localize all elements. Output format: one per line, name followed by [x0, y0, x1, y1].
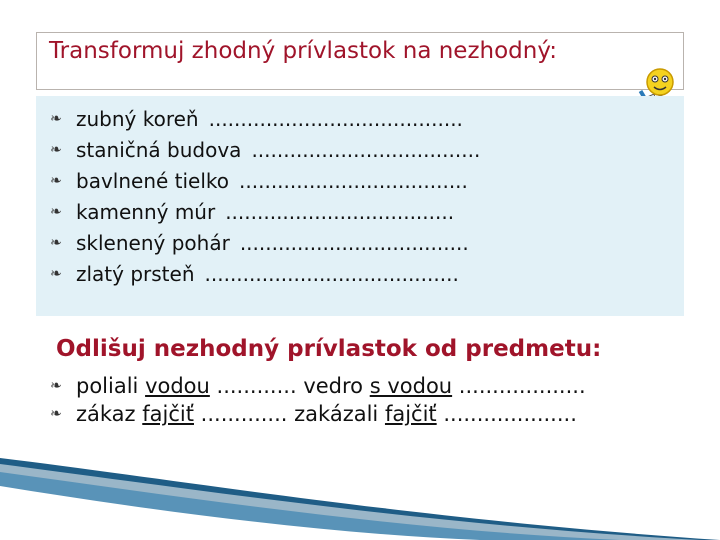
leaf-bullet-icon: ❧: [50, 266, 62, 282]
page-title: Transformuj zhodný prívlastok na nezhodný:: [49, 38, 558, 64]
adjective-phrase: sklenený pohár: [76, 231, 230, 255]
answer-blank: ............: [216, 374, 297, 398]
adjective-phrase: kamenný múr: [76, 200, 216, 224]
transform-exercise-list: [50, 104, 480, 290]
answer-blank: ....................................: [239, 169, 468, 193]
underlined-word: vodou: [145, 374, 210, 398]
list-item: [50, 400, 586, 428]
underlined-word: s vodou: [369, 374, 453, 398]
phrase-text: poliali: [76, 374, 139, 398]
leaf-bullet-icon: ❧: [50, 406, 62, 422]
leaf-bullet-icon: ❧: [50, 235, 62, 251]
section-subtitle: Odlišuj nezhodný prívlastok od predmetu:: [56, 336, 602, 362]
leaf-bullet-icon: ❧: [50, 378, 62, 394]
distinguish-exercise-list: [50, 372, 586, 428]
adjective-phrase: zlatý prsteň: [76, 262, 195, 286]
underlined-word: fajčiť: [142, 402, 194, 426]
phrase-text: zakázali: [294, 402, 379, 426]
leaf-bullet-icon: ❧: [50, 204, 62, 220]
list-item: [50, 104, 480, 135]
title-box: [36, 32, 684, 90]
answer-blank: ....................................: [251, 138, 481, 162]
list-item: [50, 135, 480, 166]
decorative-swoosh: [0, 440, 720, 540]
leaf-bullet-icon: ❧: [50, 111, 62, 127]
adjective-phrase: zubný koreň: [76, 107, 199, 131]
answer-blank: ....................: [443, 402, 577, 426]
answer-blank: .............: [200, 402, 288, 426]
adjective-phrase: staničná budova: [76, 138, 242, 162]
phrase-text: vedro: [303, 374, 364, 398]
list-item: [50, 228, 480, 259]
list-item: [50, 259, 480, 290]
answer-blank: ....................................: [225, 200, 455, 224]
answer-blank: ........................................: [208, 107, 463, 131]
adjective-phrase: bavlnené tielko: [76, 169, 230, 193]
list-item: [50, 372, 586, 400]
underlined-word: fajčiť: [384, 402, 437, 426]
answer-blank: ........................................: [204, 262, 459, 286]
answer-blank: ....................................: [239, 231, 469, 255]
leaf-bullet-icon: ❧: [50, 173, 62, 189]
list-item: [50, 197, 480, 228]
phrase-text: zákaz: [76, 402, 136, 426]
answer-blank: ...................: [458, 374, 586, 398]
list-item: [50, 166, 480, 197]
leaf-bullet-icon: ❧: [50, 142, 62, 158]
